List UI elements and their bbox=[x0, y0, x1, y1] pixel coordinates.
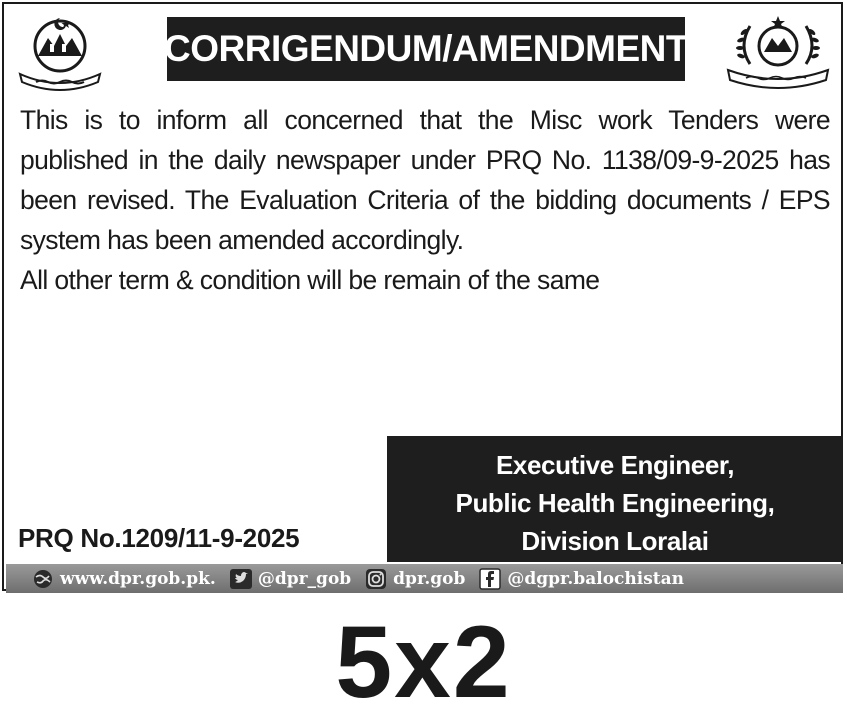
ad-size-label: 5x2 bbox=[335, 605, 512, 719]
page-title: CORRIGENDUM/AMENDMENT bbox=[164, 28, 688, 69]
balochistan-emblem-logo bbox=[14, 10, 106, 92]
notice-paragraph: This is to inform all concerned that the Misc work Tenders were published in the daily newspaper under PRQ No. 1138/09-9-2025 has been revised. The Evaluation Criteria of the bidding documents / EPS system has been amended accordingly. bbox=[20, 105, 830, 255]
signatory-designation: Executive Engineer, bbox=[495, 450, 735, 480]
twitter-handle[interactable]: @dpr_gob bbox=[257, 568, 352, 589]
facebook-icon bbox=[479, 568, 501, 590]
twitter-icon bbox=[230, 568, 252, 590]
title-banner bbox=[164, 17, 688, 81]
notice-body bbox=[20, 100, 830, 300]
footer-instagram[interactable] bbox=[365, 568, 465, 590]
footer-twitter[interactable] bbox=[230, 568, 351, 590]
signatory-division: Division Loralai bbox=[521, 526, 709, 556]
signatory-block bbox=[387, 436, 843, 562]
instagram-handle[interactable]: dpr.gob bbox=[393, 568, 466, 589]
dgpr-emblem-logo bbox=[720, 12, 836, 92]
footer-contact-bar bbox=[6, 564, 843, 593]
advertisement-frame bbox=[2, 2, 843, 591]
website-link[interactable]: www.dpr.gob.pk. bbox=[60, 568, 216, 589]
facebook-handle[interactable]: @dgpr.balochistan bbox=[507, 568, 685, 589]
footer-facebook[interactable] bbox=[479, 568, 684, 590]
footer-website[interactable] bbox=[32, 568, 216, 590]
prq-reference: PRQ No.1209/11-9-2025 bbox=[18, 523, 300, 553]
signatory-department: Public Health Engineering, bbox=[455, 488, 775, 518]
instagram-icon bbox=[365, 568, 387, 590]
globe-icon bbox=[32, 568, 54, 590]
notice-paragraph-terms: All other term & condition will be remain of the same bbox=[20, 265, 600, 295]
